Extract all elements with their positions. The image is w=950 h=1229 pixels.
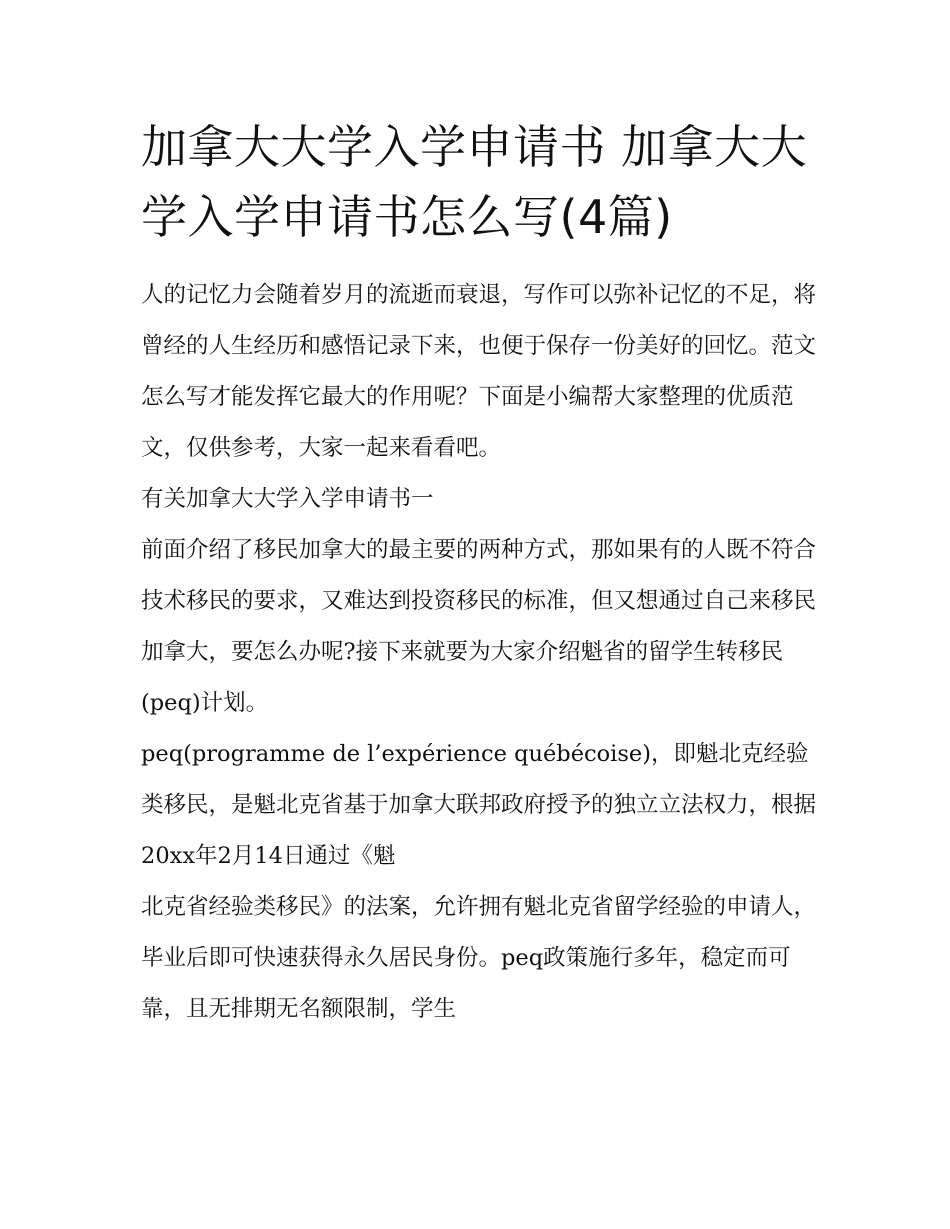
body-paragraph-4: 北克省经验类移民》的法案，允许拥有魁北克省留学经验的申请人，毕业后即可快速获得永久居民身份。peq政策施行多年，稳定而可靠，且无排期无名额限制，学生 [141,894,817,1022]
document-body [141,112,821,1035]
intro-paragraph: 人的记忆力会随着岁月的流逝而衰退，写作可以弥补记忆的不足，将曾经的人生经历和感悟记录下来，也便于保存一份美好的回忆。范文怎么写才能发挥它最大的作用呢？下面是小编帮大家整理的优质范文，仅供参考，大家一起来看看吧。 [141,282,817,461]
body-paragraph-2: peq(programme de l’expérience québécoise)，即魁北克经验类移民，是魁北克省基于加拿大联邦政府授予的独立立法权力，根据 [141,741,817,818]
body-paragraph-1: 前面介绍了移民加拿大的最主要的两种方式，那如果有的人既不符合技术移民的要求，又难达到投资移民的标准，但又想通过自己来移民加拿大，要怎么办呢?接下来就要为大家介绍魁省的留学生转移民(peq)计划。 [141,537,817,716]
section-heading: 有关加拿大大学入学申请书一 [141,486,434,512]
body-paragraph-3: 20xx年2月14日通过《魁 [141,843,396,869]
document-title: 加拿大大学入学申请书 加拿大大学入学申请书怎么写(4篇) [141,120,808,244]
